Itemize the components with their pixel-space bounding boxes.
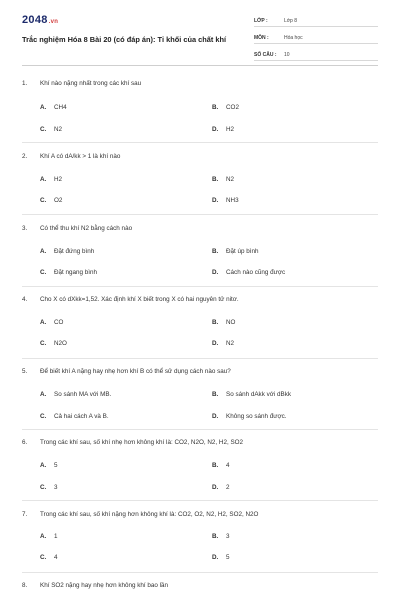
question-text: Để biết khí A nặng hay nhẹ hơn khí B có thể sử dụng cách nào sau? <box>40 368 231 375</box>
question-number: 6. <box>22 439 28 446</box>
option-d[interactable]: D. H2 <box>212 126 235 133</box>
question-text: Trong các khí sau, số khí nhẹ hơn không khí là: CO2, N2O, N2, H2, SO2 <box>40 439 244 446</box>
option-d[interactable]: D. N2 <box>212 340 235 347</box>
question-separator <box>22 142 378 143</box>
option-d[interactable]: D. Cách nào cũng được <box>212 269 286 276</box>
question-number: 1. <box>22 80 28 87</box>
meta-row-count <box>254 47 378 61</box>
option-c[interactable]: C. N2O <box>40 340 67 347</box>
question-number: 3. <box>22 225 28 232</box>
option-c[interactable]: C. Đặt ngang bình <box>40 269 98 276</box>
option-a[interactable]: A. 5 <box>40 462 58 469</box>
page-title: Trắc nghiệm Hóa 8 Bài 20 (có đáp án): Tỉ khối của chất khí <box>22 35 227 44</box>
question-text: Có thể thu khí N2 bằng cách nào <box>40 225 133 232</box>
logo-main: 2048 <box>22 14 48 26</box>
meta-info <box>254 13 378 64</box>
option-c[interactable]: C. 3 <box>40 484 58 491</box>
option-a[interactable]: A. CO <box>40 319 64 326</box>
question-text: Cho X có dXkk=1,52. Xác định khí X biết trong X có hai nguyên tử nitơ. <box>40 296 239 303</box>
option-b[interactable]: B. Đặt úp bình <box>212 248 259 255</box>
option-d[interactable]: D. Không so sánh được. <box>212 413 287 420</box>
header-divider <box>22 65 378 66</box>
question-text: Khí A có dA/kk > 1 là khí nào <box>40 153 121 160</box>
meta-key: LỚP : <box>254 18 268 24</box>
option-b[interactable]: B. 3 <box>212 533 230 540</box>
option-d[interactable]: D. 2 <box>212 484 230 491</box>
option-a[interactable]: A. So sánh MA với MB. <box>40 391 112 398</box>
option-b[interactable]: B. 4 <box>212 462 230 469</box>
question-text: Khí nào nặng nhất trong các khí sau <box>40 80 142 87</box>
logo-suffix: .vn <box>48 19 59 25</box>
question-number: 7. <box>22 511 28 518</box>
option-a[interactable]: A. Đặt đứng bình <box>40 248 95 255</box>
meta-key: MÔN : <box>254 35 269 41</box>
option-c[interactable]: C. N2 <box>40 126 63 133</box>
meta-value: 10 <box>284 52 290 58</box>
option-a[interactable]: A. 1 <box>40 533 58 540</box>
question-number: 8. <box>22 582 28 589</box>
header <box>0 0 400 64</box>
question-separator <box>22 572 378 573</box>
question-separator <box>22 214 378 215</box>
option-d[interactable]: D. 5 <box>212 554 230 561</box>
option-b[interactable]: B. CO2 <box>212 104 239 111</box>
site-logo[interactable] <box>22 14 58 26</box>
option-a[interactable]: A. CH4 <box>40 104 67 111</box>
option-c[interactable]: C. 4 <box>40 554 58 561</box>
question-number: 4. <box>22 296 28 303</box>
option-a[interactable]: A. H2 <box>40 176 63 183</box>
question-number: 5. <box>22 368 28 375</box>
option-c[interactable]: C. Cả hai cách A và B. <box>40 413 109 420</box>
option-b[interactable]: B. So sánh dAkk với dBkk <box>212 391 292 398</box>
question-separator <box>22 286 378 287</box>
question-text: Khí SO2 nặng hay nhẹ hơn không khí bao lần <box>40 582 169 589</box>
question-separator <box>22 500 378 501</box>
meta-value: Lớp 8 <box>284 18 298 24</box>
question-number: 2. <box>22 153 28 160</box>
question-separator <box>22 429 378 430</box>
meta-value: Hóa học <box>284 35 303 41</box>
option-d[interactable]: D. NH3 <box>212 197 239 204</box>
question-separator <box>22 358 378 359</box>
option-b[interactable]: B. N2 <box>212 176 235 183</box>
meta-row-subject <box>254 30 378 44</box>
meta-row-class <box>254 13 378 27</box>
question-text: Trong các khí sau, số khí nặng hơn không khí là: CO2, O2, N2, H2, SO2, N2O <box>40 511 259 518</box>
option-c[interactable]: C. O2 <box>40 197 63 204</box>
meta-key: SỐ CÂU : <box>254 52 277 58</box>
option-b[interactable]: B. NO <box>212 319 236 326</box>
